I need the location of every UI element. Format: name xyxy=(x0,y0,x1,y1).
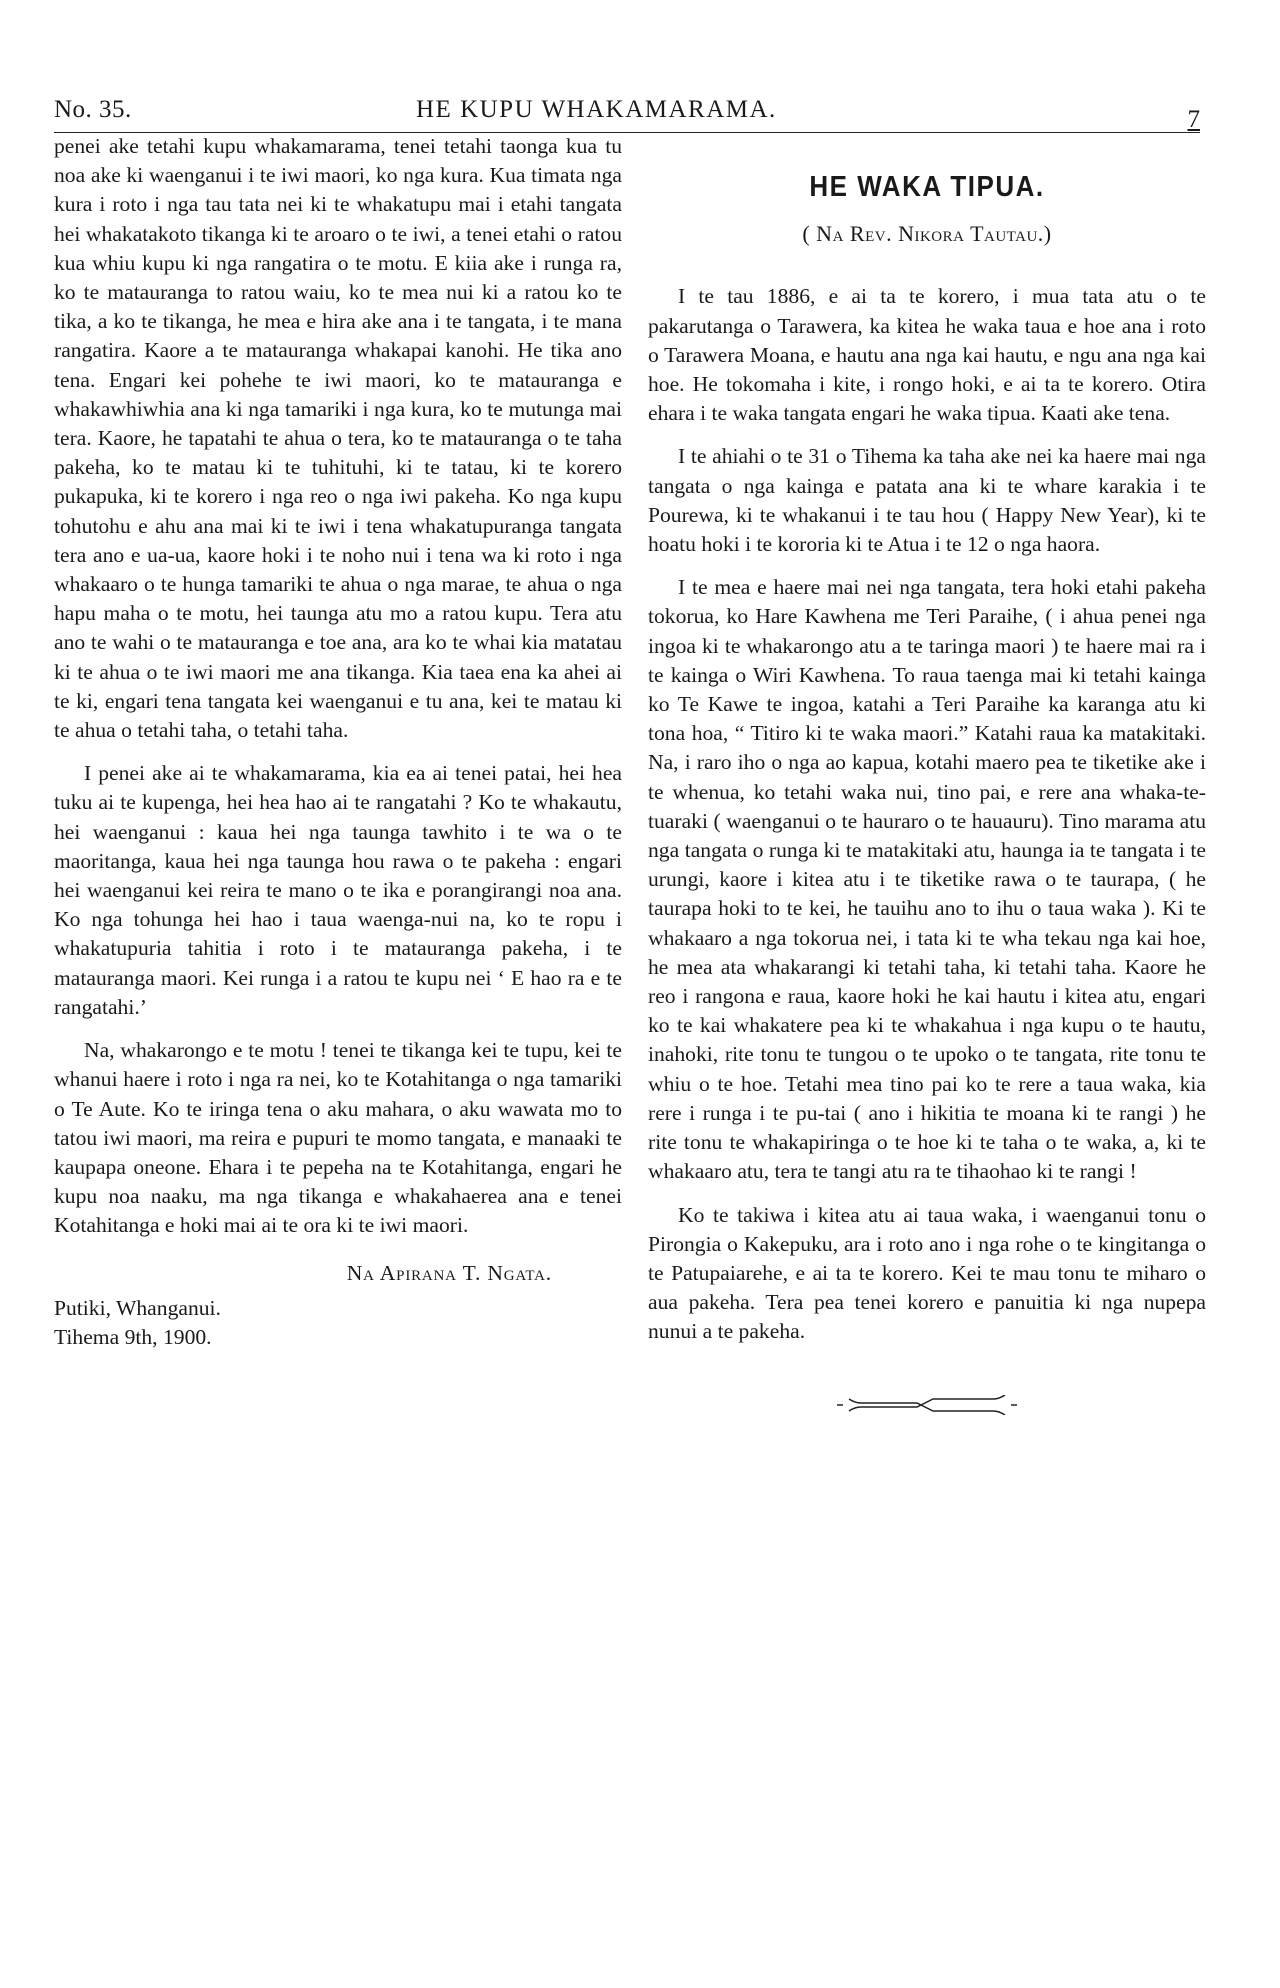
signature-place: Putiki, Whanganui. xyxy=(54,1295,221,1320)
author-signature: Na Apirana T. Ngata. xyxy=(346,1260,552,1285)
signature-date: Tihema 9th, 1900. xyxy=(54,1324,212,1349)
paragraph: I penei ake ai te whakamarama, kia ea ai tenei patai, hei hea tuku ai te kupenga, hei hea hao ai te rangatahi ? Ko te whakautu, hei waenganui : kaua hei nga taunga tawhito i te wa o te maoritanga, kaua hei nga taunga hou rawa o te pakeha : engari hei waenganui kei reira te mano o te ika e porangirangi noa ana. Ko nga tohunga hei hao i taua waenga-nui na, ko te ropu i whakatupuria tahitia i roto i te matauranga pakeha, i te matauranga maori. Kei runga i a ratou te kupu nei ‘ E hao ra e te rangatahi.’ xyxy=(54,761,622,1019)
left-column xyxy=(54,132,622,1352)
paragraph: Ko te takiwa i kitea atu ai taua waka, i waenganui tonu o Pirongia o Kakepuku, ara i roto ano i nga rohe o te kingitanga o te Patupaiarehe, e ai ta te korero. Kei te mau tonu te miharo o aua pakeha. Tera pea tenei korero e panuitia ki nga nupepa nunui a te pakeha. xyxy=(648,1202,1206,1344)
right-column xyxy=(648,132,1206,1415)
paragraph: penei ake tetahi kupu whakamarama, tenei tetahi taonga kua tu noa ake ki waenganui i te iwi maori, ko nga kura. Kua timata nga kura i roto i nga tau tata nei ki te whakatupu mai i etahi tangata hei whakatakoto tikanga ki te aroaro o te iwi, a tenei etahi o ratou kua whiu kupu ki nga rangatira o te motu. E kiia ake i runga ra, ko te matauranga to ratou waiu, ko te mea nui ki a ratou ko te tika, a ko te tikanga, he mea e hira ake ana i te tangata, i te mana rangatira. Kaore a te matauranga whakapai kanohi. He tika ano tena. Engari kei pohehe te iwi maori, ko te matauranga e whakawhiwhia ana ki nga tamariki i nga kura, ko te mutunga mai tera. Kaore, he tapatahi te ahua o tera, ko te matauranga o te taha pakeha, ko te matau ki te tuhituhi, ki te tatau, ki te korero pukapuka, ki te korero i nga reo o nga iwi pakeha. Ko nga kupu tohutohu e ahu ana mai ki te iwi i tena whakatupuranga tangata tera ano e ua-ua, kaore hoki i te noho nui i tena wa ki roto i nga whakaaro o te hunga tamariki te ahua o nga marae, te ahua o nga hapu maha o te motu, hei taunga atu mo a ratou kupu. Tera atu ano te wahi o te matauranga e toe ana, ara ko te whai kia matatau ki te ahua o te iwi maori me ana tikanga. Kia taea ena ka ahei ai te ki, engari tena tangata kei waenganui e tu ana, kei te matau ki te ahua o tetahi taha, o tetahi taha. xyxy=(54,134,622,743)
running-title: HE KUPU WHAKAMARAMA. xyxy=(416,96,777,123)
paragraph: Na, whakarongo e te motu ! tenei te tikanga kei te tupu, kei te whanui haere i roto i nga ra nei, ko te Kotahitanga o nga tamariki o Te Aute. Ko te iringa tena o aku mahara, o aku wawata mo to tatou iwi maori, ma reira e pupuri te momo tangata, e manaaki te kaupapa oneone. Ehara i te pepeha na te Kotahitanga, engari he kupu noa naaku, ma nga tikanga e whakahaerea ana e tenei Kotahitanga e hoki mai ai te ora ki te iwi maori. xyxy=(54,1038,622,1238)
paragraph: I te tau 1886, e ai ta te korero, i mua tata atu o te pakarutanga o Tarawera, ka kitea he waka taua e hoe ana i roto o Tarawera Moana, e hautu ana nga kai hautu, e ngu ana nga kai hoe. He tokomaha i kite, i rongo hoki, e ai ta te korero. Otira ehara i te waka tangata engari he waka tipua. Kaati ake tena. xyxy=(648,284,1206,426)
paragraph: I te mea e haere mai nei nga tangata, tera hoki etahi pakeha tokorua, ko Hare Kawhena me Teri Paraihe, ( i ahua penei nga ingoa ki te whakarongo atu a te taringa maori ) te haere mai ra i te kainga o Wiri Kawhena. To raua taenga mai ki tetahi kainga ko Te Kawe te ingoa, katahi a Teri Paraihe ka karanga atu ki tona hoa, “ Titiro ki te waka maori.” Katahi raua ka matakitaki. Na, i raro iho o nga ao kapua, kotahi maero pea te tiketike ake i te whenua, ko tetahi waka nui, tino pai, e rere ana whaka-te-tuaraki ( waenganui o te hauraro o te hauauru). Tino marama atu nga tangata o runga ki te matakitaki atu, haunga ia te tangata i te urungi, kaore i kitea atu i te tiketike rawa o te taurapa, ( he taurapa hoki to te kei, he tauihu ano to ihu o taua waka ). Ki te whakaaro a nga tokorua nei, i tata ki te wha tekau nga kai hoe, he mea ata whakarangi ki tetahi taha, ki tetahi taha. Kaore he reo i rangona e raua, kaore hoki he kai hautu i kitea atu, engari ko te kai whakatere pea ki te whakahua i nga kupu o te hautu, inahoki, rite tonu te tungou o te upoko o te tangata, rite tonu te whiu o te hoe. Tetahi mea tino pai ko te rere a taua waka, kia rere i runga i te pu-tai ( ano i hikitia te moana ki te rangi ) he rite tonu te whakapiringa o te hoe ki te taha o te waka, a, ki te whakaaro atu, tera te tangi atu ra te tihaohao ki te rangi ! xyxy=(648,575,1206,1184)
paragraph: I te ahiahi o te 31 o Tihema ka taha ake nei ka haere mai nga tangata o nga kainga e patata ana ki te whare karakia i te Pourewa, ki te whakanui i te tau hou ( Happy New Year), ki te hoatu hoki i te kororia ki te Atua i te 12 o nga haora. xyxy=(648,444,1206,557)
article-byline: ( Na Rev. Nikora Tautau.) xyxy=(802,221,1052,247)
issue-number: No. 35. xyxy=(54,96,132,123)
section-end-ornament-icon xyxy=(837,1395,1017,1415)
page-number: 7 xyxy=(1187,106,1200,133)
page-header xyxy=(54,96,1200,133)
article-title: HE WAKA TIPUA. xyxy=(809,169,1045,203)
